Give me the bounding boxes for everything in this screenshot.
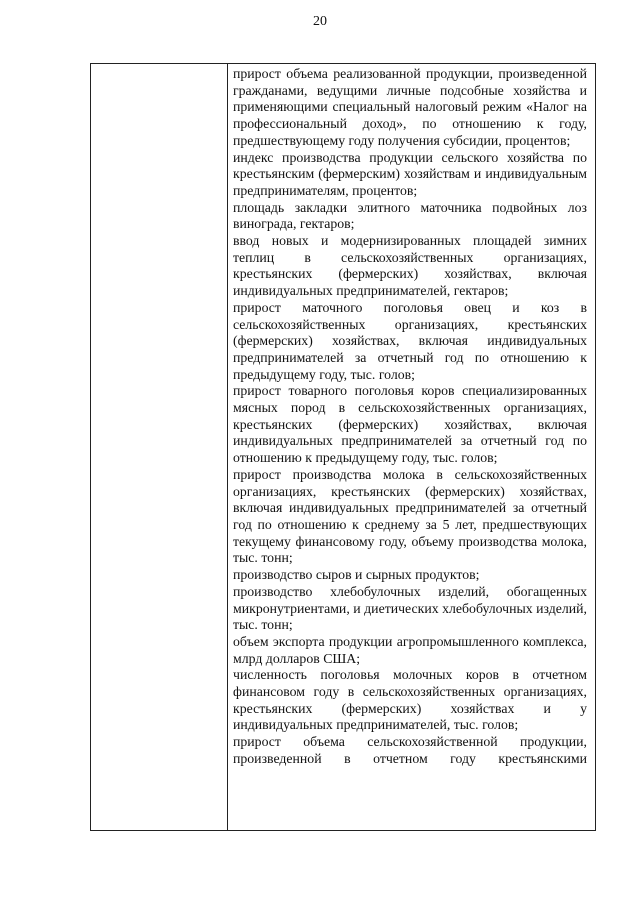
list-item: производство хлебобулочных изделий, обогащенных микронутриентами, и диетических хлебобулочных изделий, тыс. тонн; xyxy=(233,583,587,633)
list-item: прирост маточного поголовья овец и коз в сельскохозяйственных организациях, крестьянских (фермерских) хозяйствах, включая индивидуальных предпринимателей за отчетный год по отношению к предыдущему году, тыс. голов; xyxy=(233,299,587,382)
list-item: индекс производства продукции сельского хозяйства по крестьянским (фермерским) хозяйствам и индивидуальным предпринимателям, процентов; xyxy=(233,149,587,198)
table-cell-content xyxy=(233,66,587,768)
list-item: площадь закладки элитного маточника подвойных лоз винограда, гектаров; xyxy=(233,199,587,232)
list-item: прирост производства молока в сельскохозяйственных организациях, крестьянских (фермерских) хозяйствах, включая индивидуальных предпринимателей за отчетный год по отношению к среднему за 5 лет, предшествующих текущему финансовому году, объему производства молока, тыс. тонн; xyxy=(233,466,587,566)
list-item: численность поголовья молочных коров в отчетном финансовом году в сельскохозяйственных организациях, крестьянских (фермерских) хозяйствах и у индивидуальных предпринимателей, тыс. голов; xyxy=(233,667,587,733)
list-item: ввод новых и модернизированных площадей зимних теплиц в сельскохозяйственных организациях, крестьянских (фермерских) хозяйствах, включая индивидуальных предпринимателей, гектаров; xyxy=(233,233,587,299)
list-item: производство сыров и сырных продуктов; xyxy=(233,567,480,583)
list-item: объем экспорта продукции агропромышленного комплекса, млрд долларов США; xyxy=(233,633,587,666)
column-divider xyxy=(227,64,228,830)
list-item: прирост объема сельскохозяйственной продукции, произведенной в отчетном году крестьянскими xyxy=(233,734,587,766)
list-item: прирост товарного поголовья коров специализированных мясных пород в сельскохозяйственных организациях, крестьянских (фермерских) хозяйствах, включая индивидуальных предпринимателей за отчетный год по отношению к предыдущему году, тыс. голов; xyxy=(233,383,587,466)
list-item: прирост объема реализованной продукции, произведенной гражданами, ведущими личные подсобные хозяйства и применяющими специальный налоговый режим «Налог на профессиональный доход», по отношению к году, предшествующему году получения субсидии, процентов; xyxy=(233,66,587,148)
page-number: 20 xyxy=(313,14,327,29)
document-table xyxy=(90,63,596,831)
